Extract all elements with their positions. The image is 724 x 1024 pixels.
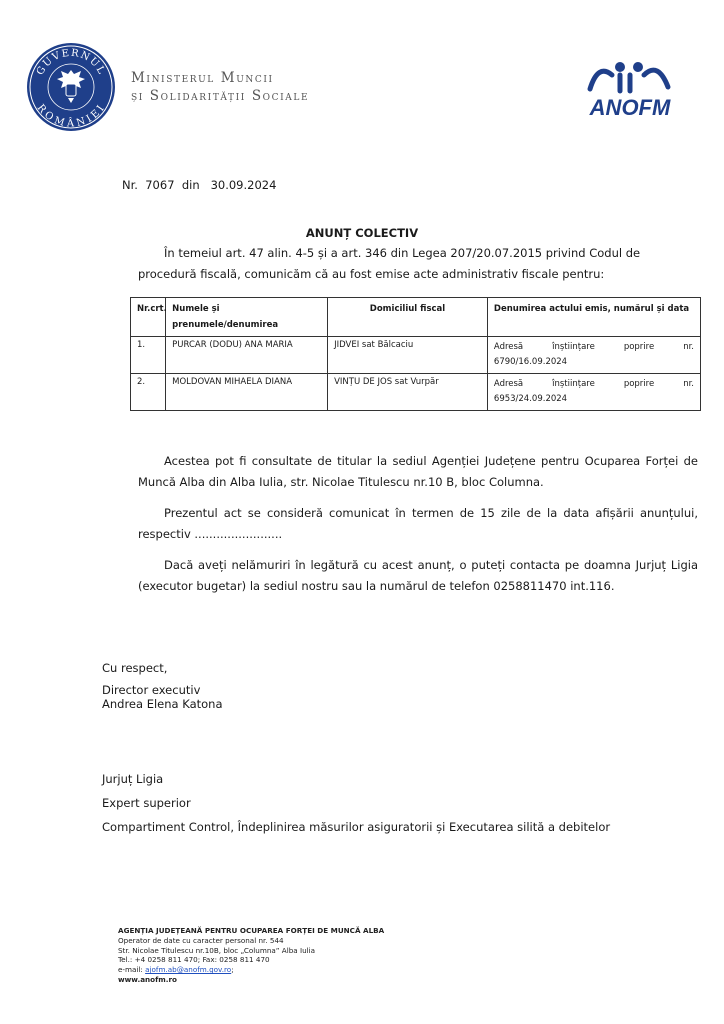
acts-table — [130, 297, 701, 411]
communication-paragraph: Prezentul act se consideră comunicat în termen de 15 zile de la data afișării anunțului, respectiv ........................ — [138, 506, 698, 541]
director-name: Andrea Elena Katona — [102, 697, 223, 711]
footer-email-suffix: ; — [231, 965, 234, 975]
intro-paragraph: În temeiul art. 47 alin. 4-5 și a art. 346 din Legea 207/20.07.2015 privind Codul de procedură fiscală, comunicăm că au fost emise acte administrativ fiscale pentru: — [138, 246, 641, 281]
department: Compartiment Control, Îndeplinirea măsurilor asiguratorii și Executarea silită a debitelor — [102, 820, 611, 834]
footer-website[interactable]: www.anofm.ro — [118, 974, 177, 984]
row-name: MOLDOVAN MIHAELA DIANA — [166, 374, 328, 411]
document-title: ANUNȚ COLECTIV — [305, 226, 419, 240]
footer-agency: AGENȚIA JUDEȚEANĂ PENTRU OCUPAREA FORȚEI DE MUNCĂ ALBA — [118, 926, 385, 935]
anofm-logo — [568, 55, 692, 119]
document-number: Nr. 7067 din 30.09.2024 — [122, 178, 277, 192]
anofm-logo-text: ANOFM — [589, 95, 671, 119]
table-header-cell: Nr.crt. — [131, 298, 166, 337]
table-row — [131, 337, 701, 374]
greeting: Cu respect, — [102, 661, 168, 675]
footer-email-label: e-mail: — [118, 965, 146, 975]
footer — [118, 926, 384, 985]
footer-address: Str. Nicolae Titulescu nr.10B, bloc „Columna” Alba Iulia — [118, 945, 316, 955]
row-act-line2: 6790/16.09.2024 — [493, 357, 568, 367]
ministry-name-line2: și Solidarității Sociale — [131, 88, 310, 104]
footer-email-link[interactable]: ajofm.ab@anofm.gov.ro — [145, 965, 232, 975]
table-row — [131, 374, 701, 411]
footer-email-line — [118, 965, 384, 975]
ministry-name-line1: Ministerul Muncii — [131, 70, 274, 86]
contact-paragraph: Dacă aveți nelămuriri în legătură cu acest anunț, o puteți contacta pe doamna Jurjuț Ligia (executor bugetar) la sediul nostru sau la numărul de telefon 0258811470 int.116. — [138, 558, 698, 593]
row-domicile: VINȚU DE JOS sat Vurpăr — [328, 374, 488, 411]
ministry-name — [131, 69, 309, 105]
government-seal-logo — [26, 42, 116, 132]
people-figures-icon — [590, 62, 668, 91]
consultation-paragraph: Acestea pot fi consultate de titular la sediul Agenției Județene pentru Ocuparea Forței de Muncă Alba din Alba Iulia, str. Nicolae Titulescu nr.10 B, bloc Columna. — [138, 454, 698, 489]
table-header-cell: Domiciliul fiscal — [328, 298, 488, 337]
footer-operator: Operator de date cu caracter personal nr. 544 — [118, 935, 284, 945]
table-header-cell: Denumirea actului emis, numărul și data — [487, 298, 700, 337]
row-number: 2. — [131, 374, 166, 411]
row-act — [487, 374, 700, 411]
row-act-line2: 6953/24.09.2024 — [493, 394, 568, 404]
row-name: PURCAR (DODU) ANA MARIA — [166, 337, 328, 374]
director-title: Director executiv — [102, 683, 201, 697]
officer-name: Jurjuț Ligia — [102, 772, 164, 786]
row-act-line1: Adresă înștiințare poprire nr. — [493, 379, 694, 389]
seal-top-text: GUVERNUL — [34, 47, 108, 78]
officer-title: Expert superior — [102, 796, 191, 810]
row-act — [487, 337, 700, 374]
table-header-cell: Numele și prenumele/denumirea — [166, 298, 328, 337]
seal-bottom-text: ROMÂNIEI — [34, 102, 108, 130]
row-number: 1. — [131, 337, 166, 374]
table-header-row — [131, 298, 701, 337]
row-domicile: JIDVEI sat Bălcaciu — [328, 337, 488, 374]
footer-phone: Tel.: +4 0258 811 470; Fax: 0258 811 470 — [118, 955, 270, 965]
row-act-line1: Adresă înștiințare poprire nr. — [493, 342, 694, 352]
